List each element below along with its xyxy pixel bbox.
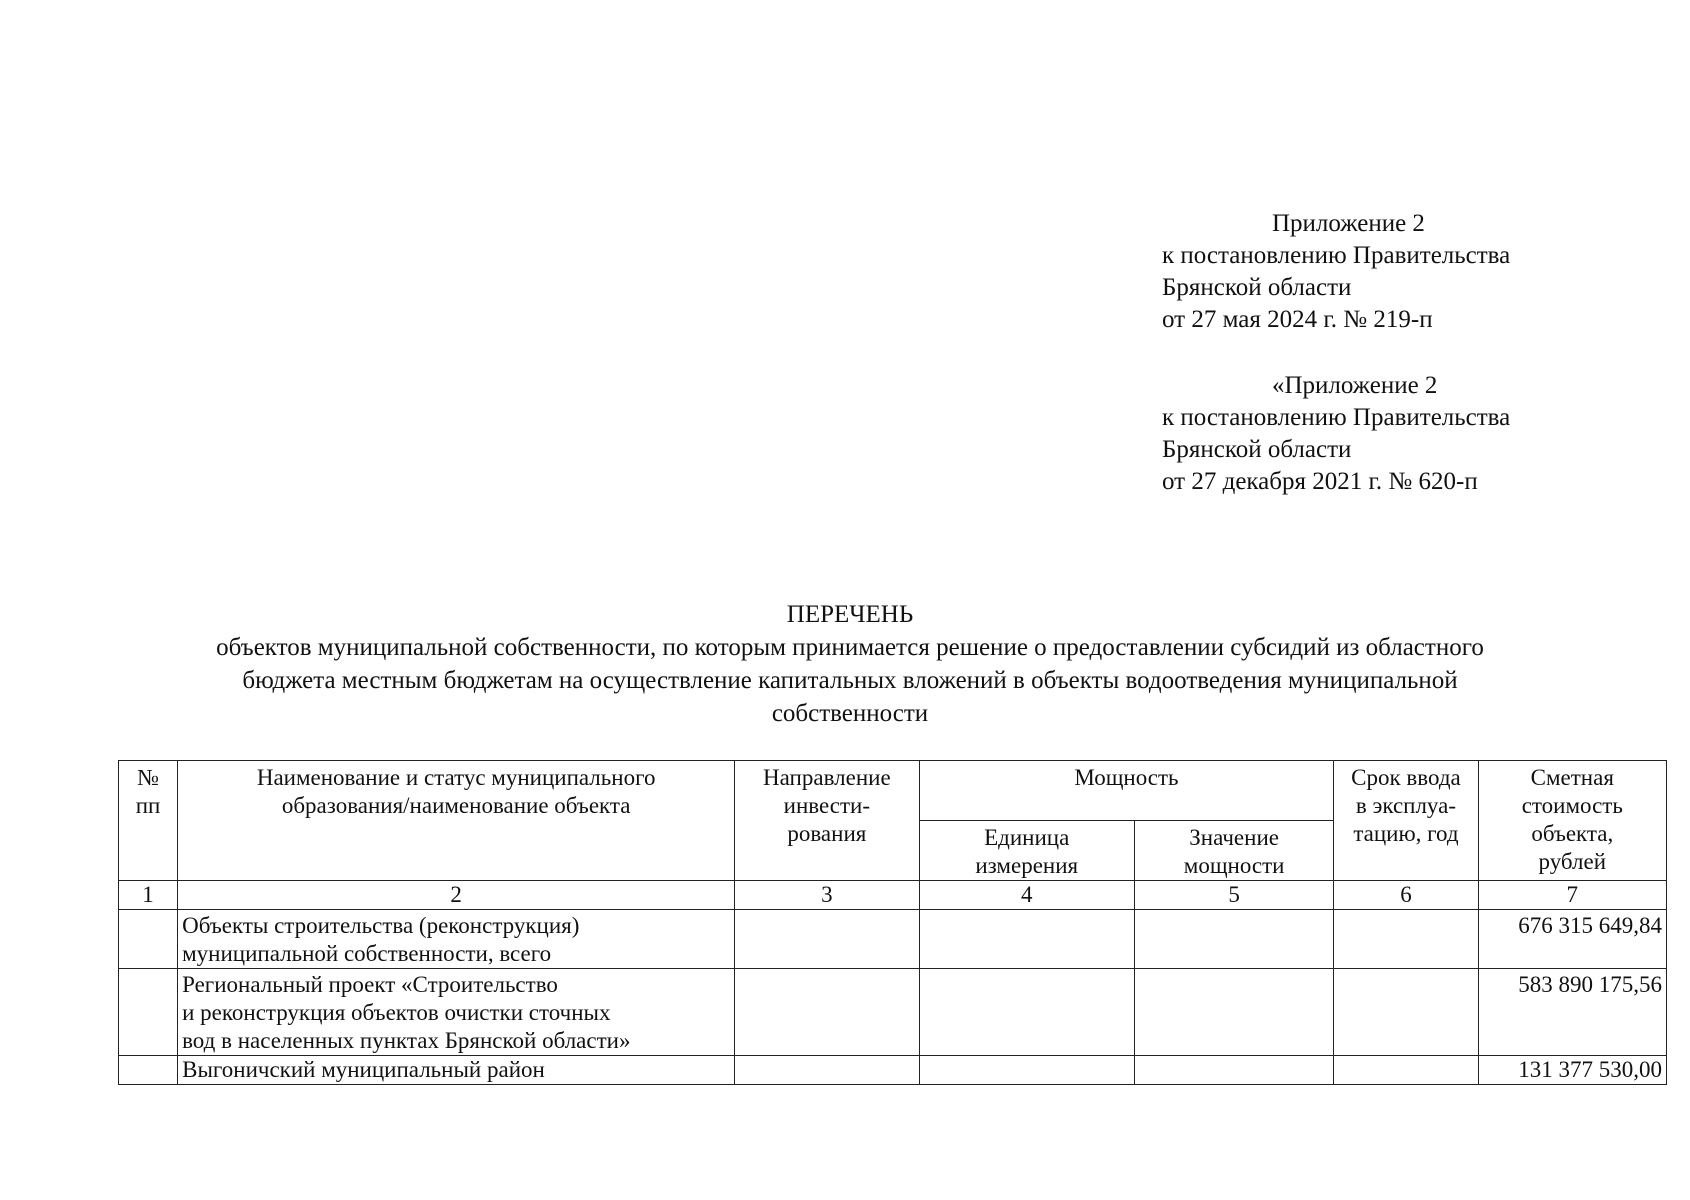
cell-cost: 131 377 530,00 [1478, 1056, 1666, 1085]
header-unit: Единица измерения [919, 821, 1134, 881]
cell-direction [735, 969, 919, 1056]
cell-value [1134, 969, 1333, 1056]
column-number: 3 [735, 881, 919, 910]
cell-unit [919, 910, 1134, 969]
cell-term [1334, 910, 1478, 969]
header-name: Наименование и статус муниципального образования/наименование объекта [178, 761, 735, 881]
column-number: 6 [1334, 881, 1478, 910]
cell-term [1334, 1056, 1478, 1085]
appendix-line: Брянской области [1162, 274, 1352, 301]
table-header-row [119, 761, 1667, 821]
header-value: Значение мощности [1134, 821, 1333, 881]
cell-name: Выгоничский муниципальный район [178, 1056, 735, 1085]
appendix-line: к постановлению Правительства [1162, 404, 1511, 431]
column-number: 5 [1134, 881, 1333, 910]
appendix-line: от 27 декабря 2021 г. № 620-п [1162, 468, 1478, 495]
cell-value [1134, 1056, 1333, 1085]
cell-unit [919, 969, 1134, 1056]
appendix-line: «Приложение 2 [1272, 372, 1438, 399]
header-num: № пп [119, 761, 178, 881]
cell-direction [735, 1056, 919, 1085]
column-number-row [119, 881, 1667, 910]
cell-num [119, 969, 178, 1056]
cell-term [1334, 969, 1478, 1056]
header-direction: Направление инвести- рования [735, 761, 919, 881]
appendix-line: Приложение 2 [1272, 210, 1425, 237]
table-row [119, 1056, 1667, 1085]
header-capacity: Мощность [919, 761, 1334, 821]
title-heading: ПЕРЕЧЕНЬ [786, 601, 914, 628]
appendix-previous-reference [1162, 370, 1632, 498]
cell-num [119, 1056, 178, 1085]
title-subtitle-line: объектов муниципальной собственности, по которым принимается решение о предоставлении субсидий из областного [216, 634, 1484, 661]
column-number: 2 [178, 881, 735, 910]
appendix-current-reference [1162, 208, 1632, 336]
column-number: 1 [119, 881, 178, 910]
header-cost: Сметная стоимость объекта, рублей [1478, 761, 1666, 881]
appendix-line: от 27 мая 2024 г. № 219-п [1162, 306, 1433, 333]
column-number: 7 [1478, 881, 1666, 910]
cell-name: Региональный проект «Строительство и реконструкция объектов очистки сточных вод в населенных пунктах Брянской области» [178, 969, 735, 1056]
appendix-line: Брянской области [1162, 436, 1352, 463]
cell-value [1134, 910, 1333, 969]
title-subtitle-line: бюджета местным бюджетам на осуществление капитальных вложений в объекты водоотведения муниципальной [242, 667, 1458, 694]
title-subtitle-line: собственности [771, 700, 929, 727]
column-number: 4 [919, 881, 1134, 910]
table-row [119, 910, 1667, 969]
header-term: Срок ввода в эксплуа- тацию, год [1334, 761, 1478, 881]
cell-name: Объекты строительства (реконструкция) муниципальной собственности, всего [178, 910, 735, 969]
cell-num [119, 910, 178, 969]
cell-cost: 583 890 175,56 [1478, 969, 1666, 1056]
document-title [120, 598, 1580, 730]
objects-table [118, 760, 1667, 1085]
cell-cost: 676 315 649,84 [1478, 910, 1666, 969]
cell-direction [735, 910, 919, 969]
cell-unit [919, 1056, 1134, 1085]
appendix-line: к постановлению Правительства [1162, 242, 1511, 269]
table-row [119, 969, 1667, 1056]
